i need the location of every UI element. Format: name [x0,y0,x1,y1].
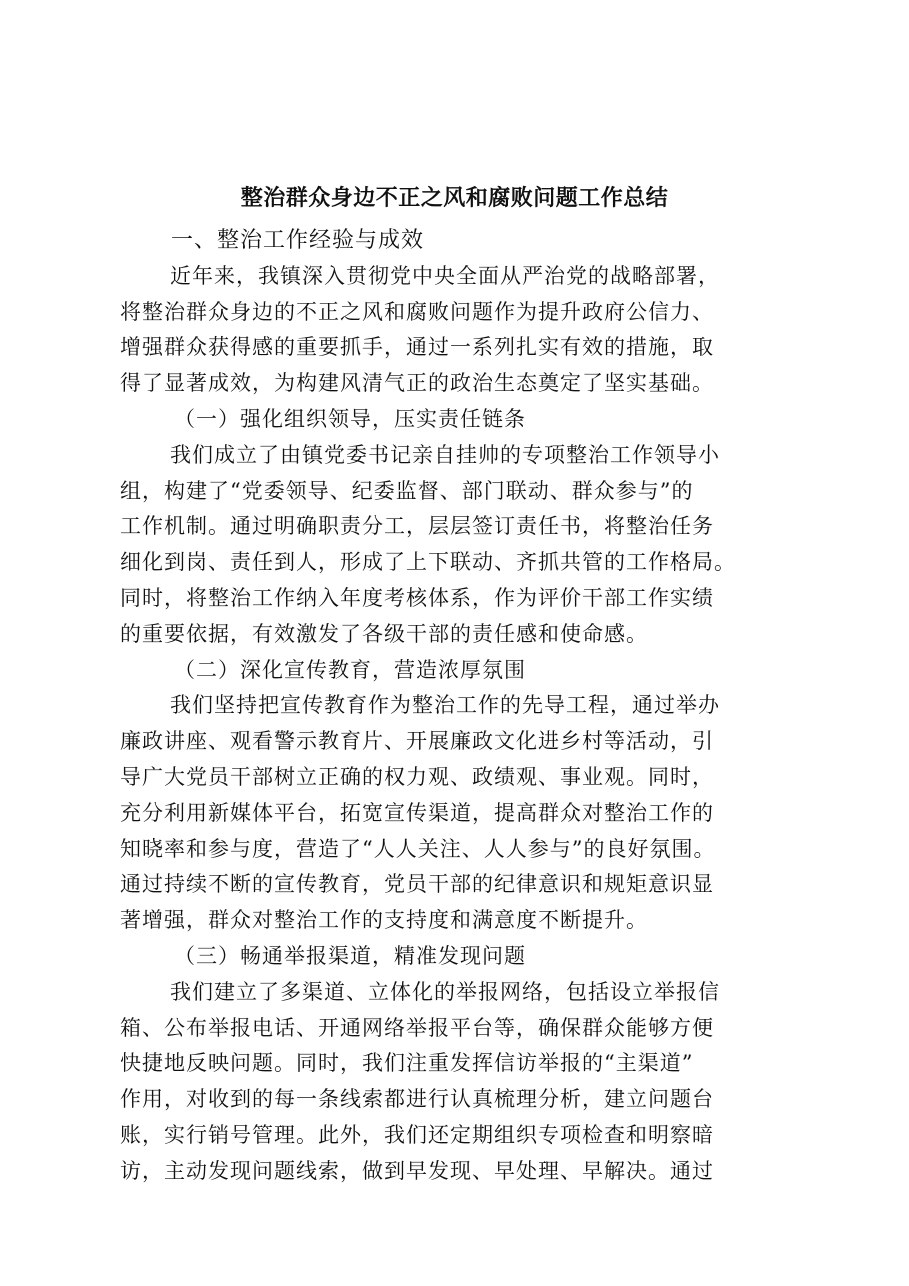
paragraph-line: 快捷地反映问题。同时，我们注重发挥信访举报的“主渠道” [120,1051,694,1076]
paragraph-line: 通过持续不断的宣传教育，党员干部的纪律意识和规矩意识显 [120,872,714,897]
paragraph-line: 我们坚持把宣传教育作为整治工作的先导工程，通过举办 [170,693,720,718]
paragraph-line: 的重要依据，有效激发了各级干部的责任感和使命感。 [120,621,648,646]
paragraph-line: 近年来，我镇深入贯彻党中央全面从严治党的战略部署， [170,263,720,288]
paragraph-line: 我们建立了多渠道、立体化的举报网络，包括设立举报信 [170,979,720,1004]
subheading: （一）强化组织领导，压实责任链条 [174,406,526,431]
paragraph-line: 账，实行销号管理。此外，我们还定期组织专项检查和明察暗 [120,1122,714,1147]
document-body [120,223,810,1190]
paragraph-line: 导广大党员干部树立正确的权力观、政绩观、事业观。同时， [120,764,714,789]
subheading: （三）畅通举报渠道，精准发现问题 [174,943,526,968]
subheading: （二）深化宣传教育，营造浓厚氛围 [174,657,526,682]
paragraph-line: 箱、公布举报电话、开通网络举报平台等，确保群众能够方便 [120,1015,714,1040]
paragraph-line: 廉政讲座、观看警示教育片、开展廉政文化进乡村等活动，引 [120,729,714,754]
paragraph-line: 访，主动发现问题线索，做到早发现、早处理、早解决。通过 [120,1158,714,1183]
paragraph-line: 工作机制。通过明确职责分工，层层签订责任书，将整治任务 [120,514,714,539]
section-heading: 一、整治工作经验与成效 [171,228,425,253]
document-title: 整治群众身边不正之风和腐败问题工作总结 [240,185,669,211]
paragraph-line: 细化到岗、责任到人，形成了上下联动、齐抓共管的工作格局。 [120,550,736,575]
paragraph-line: 知晓率和参与度，营造了“人人关注、人人参与”的良好氛围。 [120,836,716,861]
paragraph-line: 充分利用新媒体平台，拓宽宣传渠道，提高群众对整治工作的 [120,800,714,825]
paragraph-line: 作用，对收到的每一条线索都进行认真梳理分析，建立问题台 [120,1087,714,1112]
paragraph-line: 著增强，群众对整治工作的支持度和满意度不断提升。 [120,908,648,933]
paragraph-line: 将整治群众身边的不正之风和腐败问题作为提升政府公信力、 [120,299,714,324]
paragraph-line: 同时，将整治工作纳入年度考核体系，作为评价干部工作实绩 [120,585,714,610]
paragraph-line: 组，构建了“党委领导、纪委监督、部门联动、群众参与”的 [120,478,694,503]
paragraph-line: 得了显著成效，为构建风清气正的政治生态奠定了坚实基础。 [120,371,714,396]
paragraph-line: 增强群众获得感的重要抓手，通过一系列扎实有效的措施，取 [120,335,714,360]
paragraph-line: 我们成立了由镇党委书记亲自挂帅的专项整治工作领导小 [170,442,720,467]
